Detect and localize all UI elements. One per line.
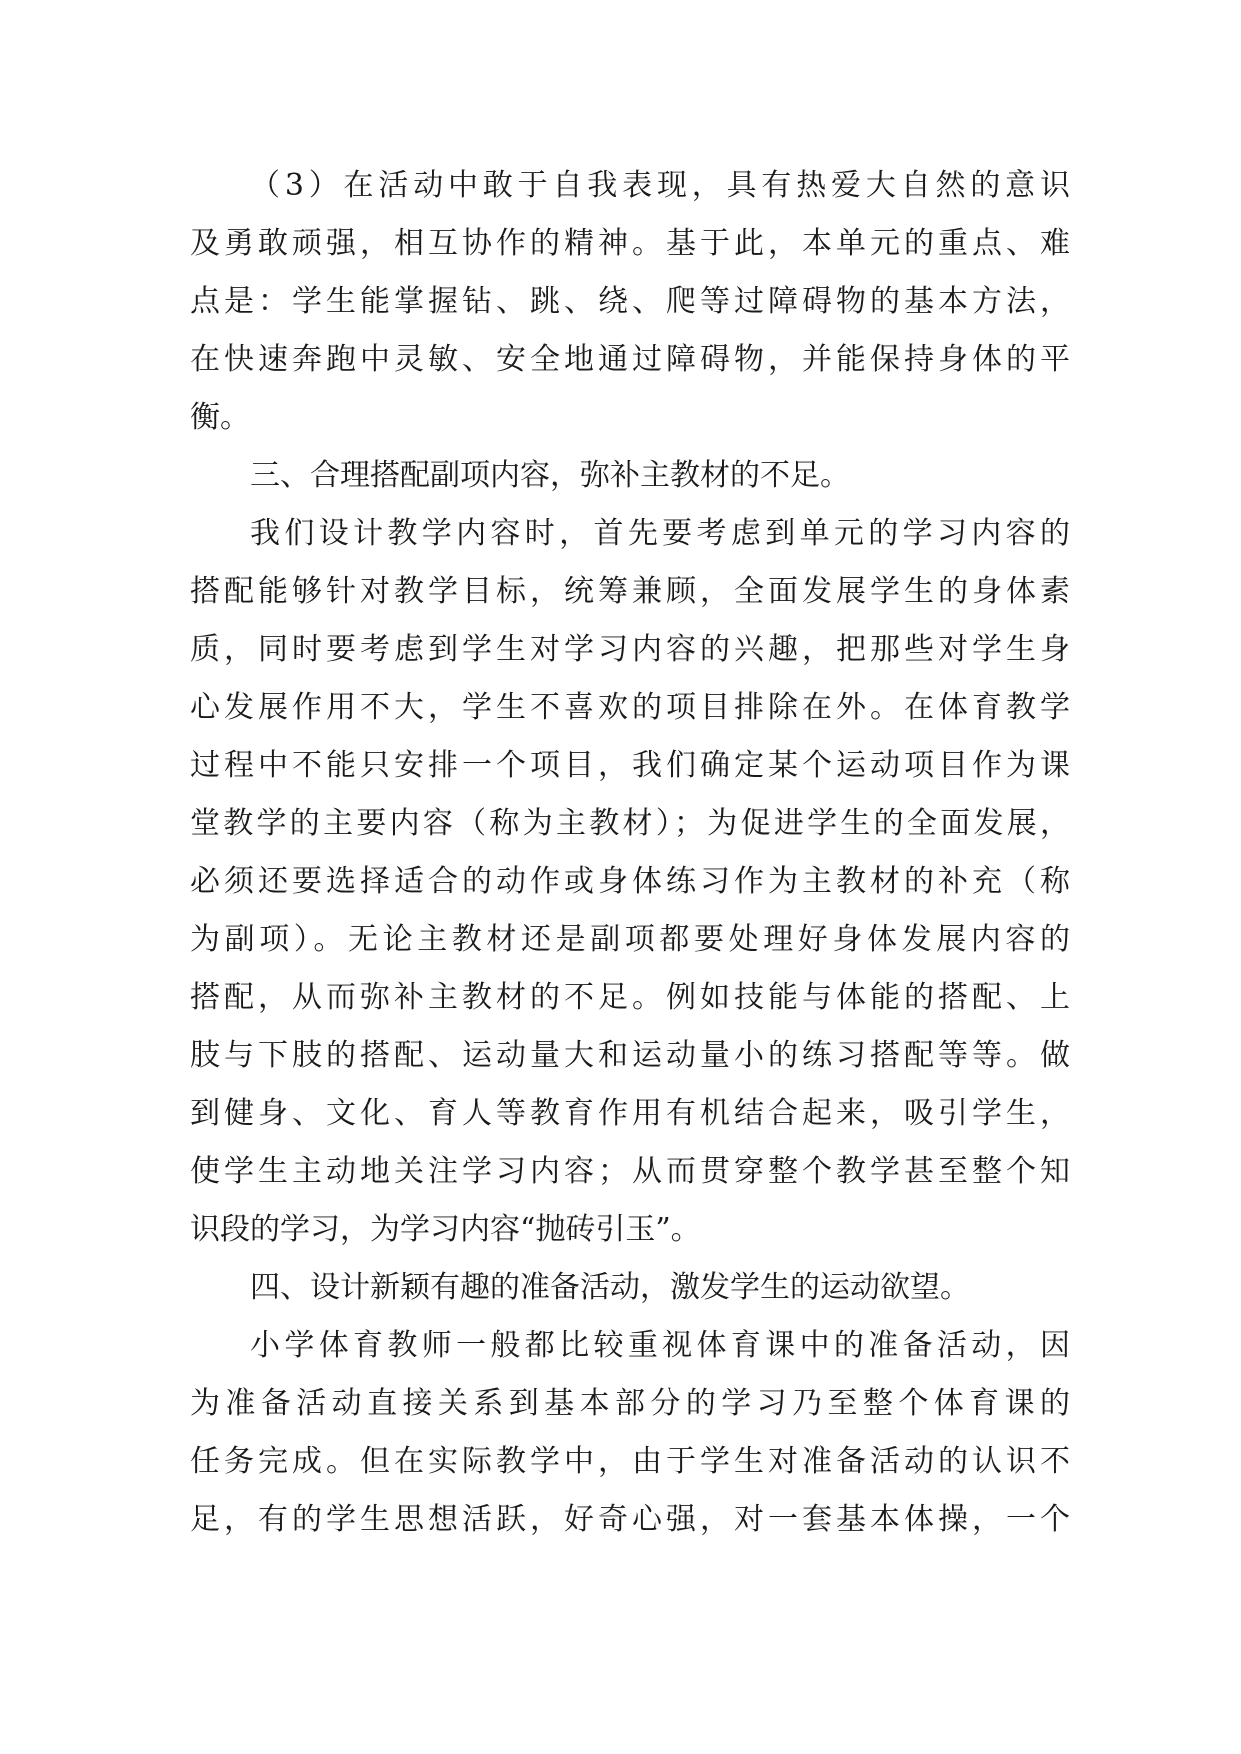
text-line: 小学体育教师一般都比较重视体育课中的准备活动，因 — [250, 1328, 1070, 1363]
text-line: 堂教学的主要内容（称为主教材）；为促进学生的全面发展， — [190, 806, 1070, 841]
text-line: 识段的学习，为学习内容“抛砖引玉”。 — [190, 1212, 701, 1247]
section-heading: 三、合理搭配副项内容，弥补主教材的不足。 — [250, 458, 850, 493]
text-line: 到健身、文化、育人等教育作用有机结合起来，吸引学生， — [190, 1096, 1070, 1131]
text-line: 过程中不能只安排一个项目，我们确定某个运动项目作为课 — [190, 748, 1070, 783]
text-line: 点是：学生能掌握钻、跳、绕、爬等过障碍物的基本方法， — [190, 284, 1070, 319]
text-line: 我们设计教学内容时，首先要考虑到单元的学习内容的 — [250, 516, 1070, 551]
text-line: 必须还要选择适合的动作或身体练习作为主教材的补充（称 — [190, 864, 1070, 899]
text-line: 心发展作用不大，学生不喜欢的项目排除在外。在体育教学 — [190, 690, 1070, 725]
text-line: 质，同时要考虑到学生对学习内容的兴趣，把那些对学生身 — [190, 632, 1070, 667]
text-line: 足，有的学生思想活跃，好奇心强，对一套基本体操，一个 — [190, 1502, 1070, 1537]
text-line: 衡。 — [190, 400, 250, 435]
text-line: 肢与下肢的搭配、运动量大和运动量小的练习搭配等等。做 — [190, 1038, 1070, 1073]
section-heading: 四、设计新颖有趣的准备活动，激发学生的运动欲望。 — [250, 1270, 970, 1305]
text-line: 及勇敢顽强，相互协作的精神。基于此，本单元的重点、难 — [190, 226, 1070, 261]
text-line: 搭配，从而弥补主教材的不足。例如技能与体能的搭配、上 — [190, 980, 1070, 1015]
text-line: 任务完成。但在实际教学中，由于学生对准备活动的认识不 — [190, 1444, 1070, 1479]
text-line: （3）在活动中敢于自我表现，具有热爱大自然的意识 — [250, 168, 1070, 203]
text-line: 在快速奔跑中灵敏、安全地通过障碍物，并能保持身体的平 — [190, 342, 1070, 377]
text-line: 搭配能够针对教学目标，统筹兼顾，全面发展学生的身体素 — [190, 574, 1070, 609]
text-line: 为准备活动直接关系到基本部分的学习乃至整个体育课的 — [190, 1386, 1070, 1421]
text-line: 使学生主动地关注学习内容；从而贯穿整个教学甚至整个知 — [190, 1154, 1070, 1189]
text-line: 为副项）。无论主教材还是副项都要处理好身体发展内容的 — [190, 922, 1070, 957]
